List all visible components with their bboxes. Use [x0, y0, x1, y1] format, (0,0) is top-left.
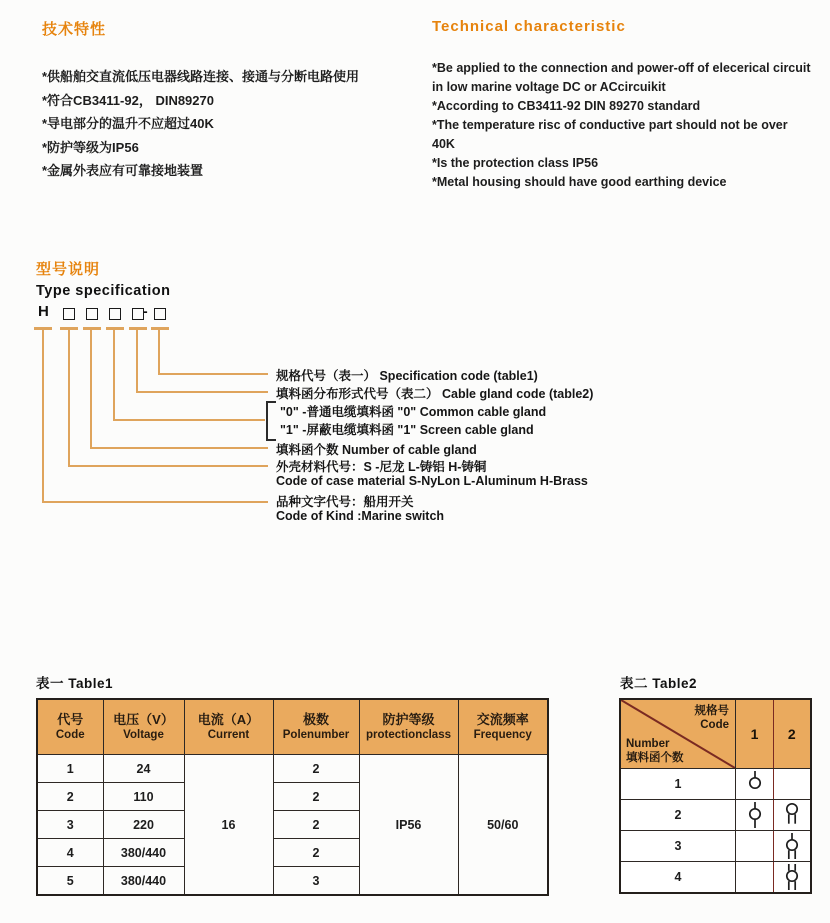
- cell-code: 4: [37, 839, 103, 867]
- connector-vline: [68, 330, 70, 465]
- text-line: in low marine voltage DC or ACcircuikit: [432, 80, 666, 94]
- model-code-box: [132, 308, 144, 320]
- label-screen-gland: "1" -屏蔽电缆填料函 "1" Screen cable gland: [280, 423, 534, 437]
- type-spec-title-en: Type specification: [36, 283, 171, 299]
- cable-gland-symbol: [774, 831, 811, 862]
- cell-poles: 2: [273, 783, 359, 811]
- col-header-frequency: 交流频率 Frequency: [458, 699, 548, 755]
- text-line: 40K: [432, 137, 455, 151]
- connector-vline: [90, 330, 92, 447]
- connector-vline: [136, 330, 138, 391]
- label-gland-number: 填料函个数 Number of cable gland: [276, 443, 477, 457]
- label-spec-code: 规格代号（表一） Specification code (table1): [276, 369, 538, 383]
- cell-code: 3: [37, 811, 103, 839]
- technical-characteristics-cn: [42, 18, 434, 183]
- table2-title: 表二 Table2: [620, 676, 698, 691]
- connector-hline: [68, 465, 268, 467]
- table2-header-row: [620, 699, 811, 769]
- cell-current-shared: 16: [184, 755, 273, 896]
- text-line: *According to CB3411-92 DIN 89270 standard: [432, 99, 701, 113]
- underline-mark: [60, 327, 78, 330]
- bullet-item: *符合CB3411-92， DIN89270: [42, 92, 214, 108]
- corner-label-number: Number 填料函个数: [626, 738, 684, 764]
- col-header-code: 代号 Code: [37, 699, 103, 755]
- table-row: [620, 800, 811, 831]
- cable-gland-symbol: [736, 800, 774, 831]
- cell-gland-count: 1: [620, 769, 736, 800]
- model-code-box: [86, 308, 98, 320]
- col-header-voltage: 电压（V） Voltage: [103, 699, 184, 755]
- corner-label-code: 规格号 Code: [694, 705, 729, 731]
- col-header-polenumber: 极数 Polenumber: [273, 699, 359, 755]
- cable-gland-symbol: [736, 831, 774, 862]
- model-letter: H: [38, 303, 49, 320]
- label-kind-en: Code of Kind :Marine switch: [276, 509, 445, 523]
- cell-voltage: 380/440: [103, 867, 184, 896]
- cell-voltage: 24: [103, 755, 184, 783]
- col-header-2: 2: [774, 699, 811, 769]
- connector-vline: [42, 330, 44, 501]
- cable-gland-symbol: [736, 862, 774, 894]
- underline-mark: [151, 327, 169, 330]
- type-specification-heading: [36, 258, 170, 299]
- label-gland-code: 填料函分布形式代号（表二） Cable gland code (table2): [276, 387, 594, 401]
- connector-hline: [113, 419, 265, 421]
- cell-protection-shared: IP56: [359, 755, 458, 896]
- model-code-box: [109, 308, 121, 320]
- cell-code: 5: [37, 867, 103, 896]
- text-line: *The temperature risc of conductive part should not be over: [432, 118, 788, 132]
- col-header-protection: 防护等级 protectionclass: [359, 699, 458, 755]
- cable-gland-symbol: [774, 800, 811, 831]
- bullet-item: *导电部分的温升不应超过40K: [42, 116, 214, 131]
- table-row: [620, 831, 811, 862]
- cell-voltage: 220: [103, 811, 184, 839]
- bullet-item: *金属外表应有可靠接地装置: [42, 163, 204, 178]
- connector-vline: [158, 330, 160, 373]
- text-line: *Metal housing should have good earthing device: [432, 175, 727, 189]
- table-row: [620, 769, 811, 800]
- connector-vline: [113, 330, 115, 419]
- connector-hline: [42, 501, 268, 503]
- table1-header-row: [37, 699, 548, 755]
- col-header-1: 1: [736, 699, 774, 769]
- cell-gland-count: 4: [620, 862, 736, 894]
- cell-poles: 2: [273, 839, 359, 867]
- cell-poles: 2: [273, 811, 359, 839]
- bullet-list-en: [432, 59, 818, 192]
- cell-gland-count: 2: [620, 800, 736, 831]
- table1-title: 表一 Table1: [36, 676, 114, 691]
- table-row: [620, 862, 811, 894]
- connector-hline: [136, 391, 268, 393]
- underline-mark: [106, 327, 124, 330]
- cell-poles: 3: [273, 867, 359, 896]
- underline-mark: [129, 327, 147, 330]
- cell-frequency-shared: 50/60: [458, 755, 548, 896]
- text-line: *Is the protection class IP56: [432, 156, 599, 170]
- bullet-list-cn: [42, 65, 434, 183]
- connector-hline: [90, 447, 268, 449]
- model-code-box: [63, 308, 75, 320]
- cell-voltage: 110: [103, 783, 184, 811]
- model-dash: -: [143, 303, 148, 319]
- underline-mark: [34, 327, 52, 330]
- cell-gland-count: 3: [620, 831, 736, 862]
- cable-gland-symbol: [774, 862, 811, 894]
- model-code-box: [154, 308, 166, 320]
- table1-specifications: [36, 698, 549, 896]
- underline-mark: [83, 327, 101, 330]
- cell-voltage: 380/440: [103, 839, 184, 867]
- table2-cable-gland: [619, 698, 812, 894]
- bracket-mark: [266, 401, 276, 441]
- label-common-gland: "0" -普通电缆填料函 "0" Common cable gland: [280, 405, 547, 419]
- table-row: [37, 755, 548, 783]
- cell-poles: 2: [273, 755, 359, 783]
- cell-code: 2: [37, 783, 103, 811]
- label-kind-cn: 品种文字代号：船用开关: [276, 495, 414, 509]
- connector-hline: [158, 373, 268, 375]
- type-spec-title-cn: 型号说明: [36, 261, 101, 278]
- cell-code: 1: [37, 755, 103, 783]
- label-case-material-en: Code of case material S-NyLon L-Aluminum H-Brass: [276, 474, 588, 488]
- technical-characteristics-en: [432, 18, 818, 192]
- bullet-item: *供船舶交直流低压电器线路连接、接通与分断电路使用: [42, 69, 360, 84]
- section-title-cn: 技术特性: [42, 21, 107, 38]
- label-case-material-cn: 外壳材料代号：S -尼龙 L-铸铝 H-铸铜: [276, 460, 487, 474]
- col-header-current: 电流（A） Current: [184, 699, 273, 755]
- bullet-item: *防护等级为IP56: [42, 139, 139, 155]
- cable-gland-symbol: [774, 769, 811, 800]
- text-line: *Be applied to the connection and power-off of elecerical circuit: [432, 61, 811, 75]
- section-title-en: Technical characteristic: [432, 18, 626, 35]
- corner-header-cell: [620, 699, 736, 769]
- cable-gland-symbol: [736, 769, 774, 800]
